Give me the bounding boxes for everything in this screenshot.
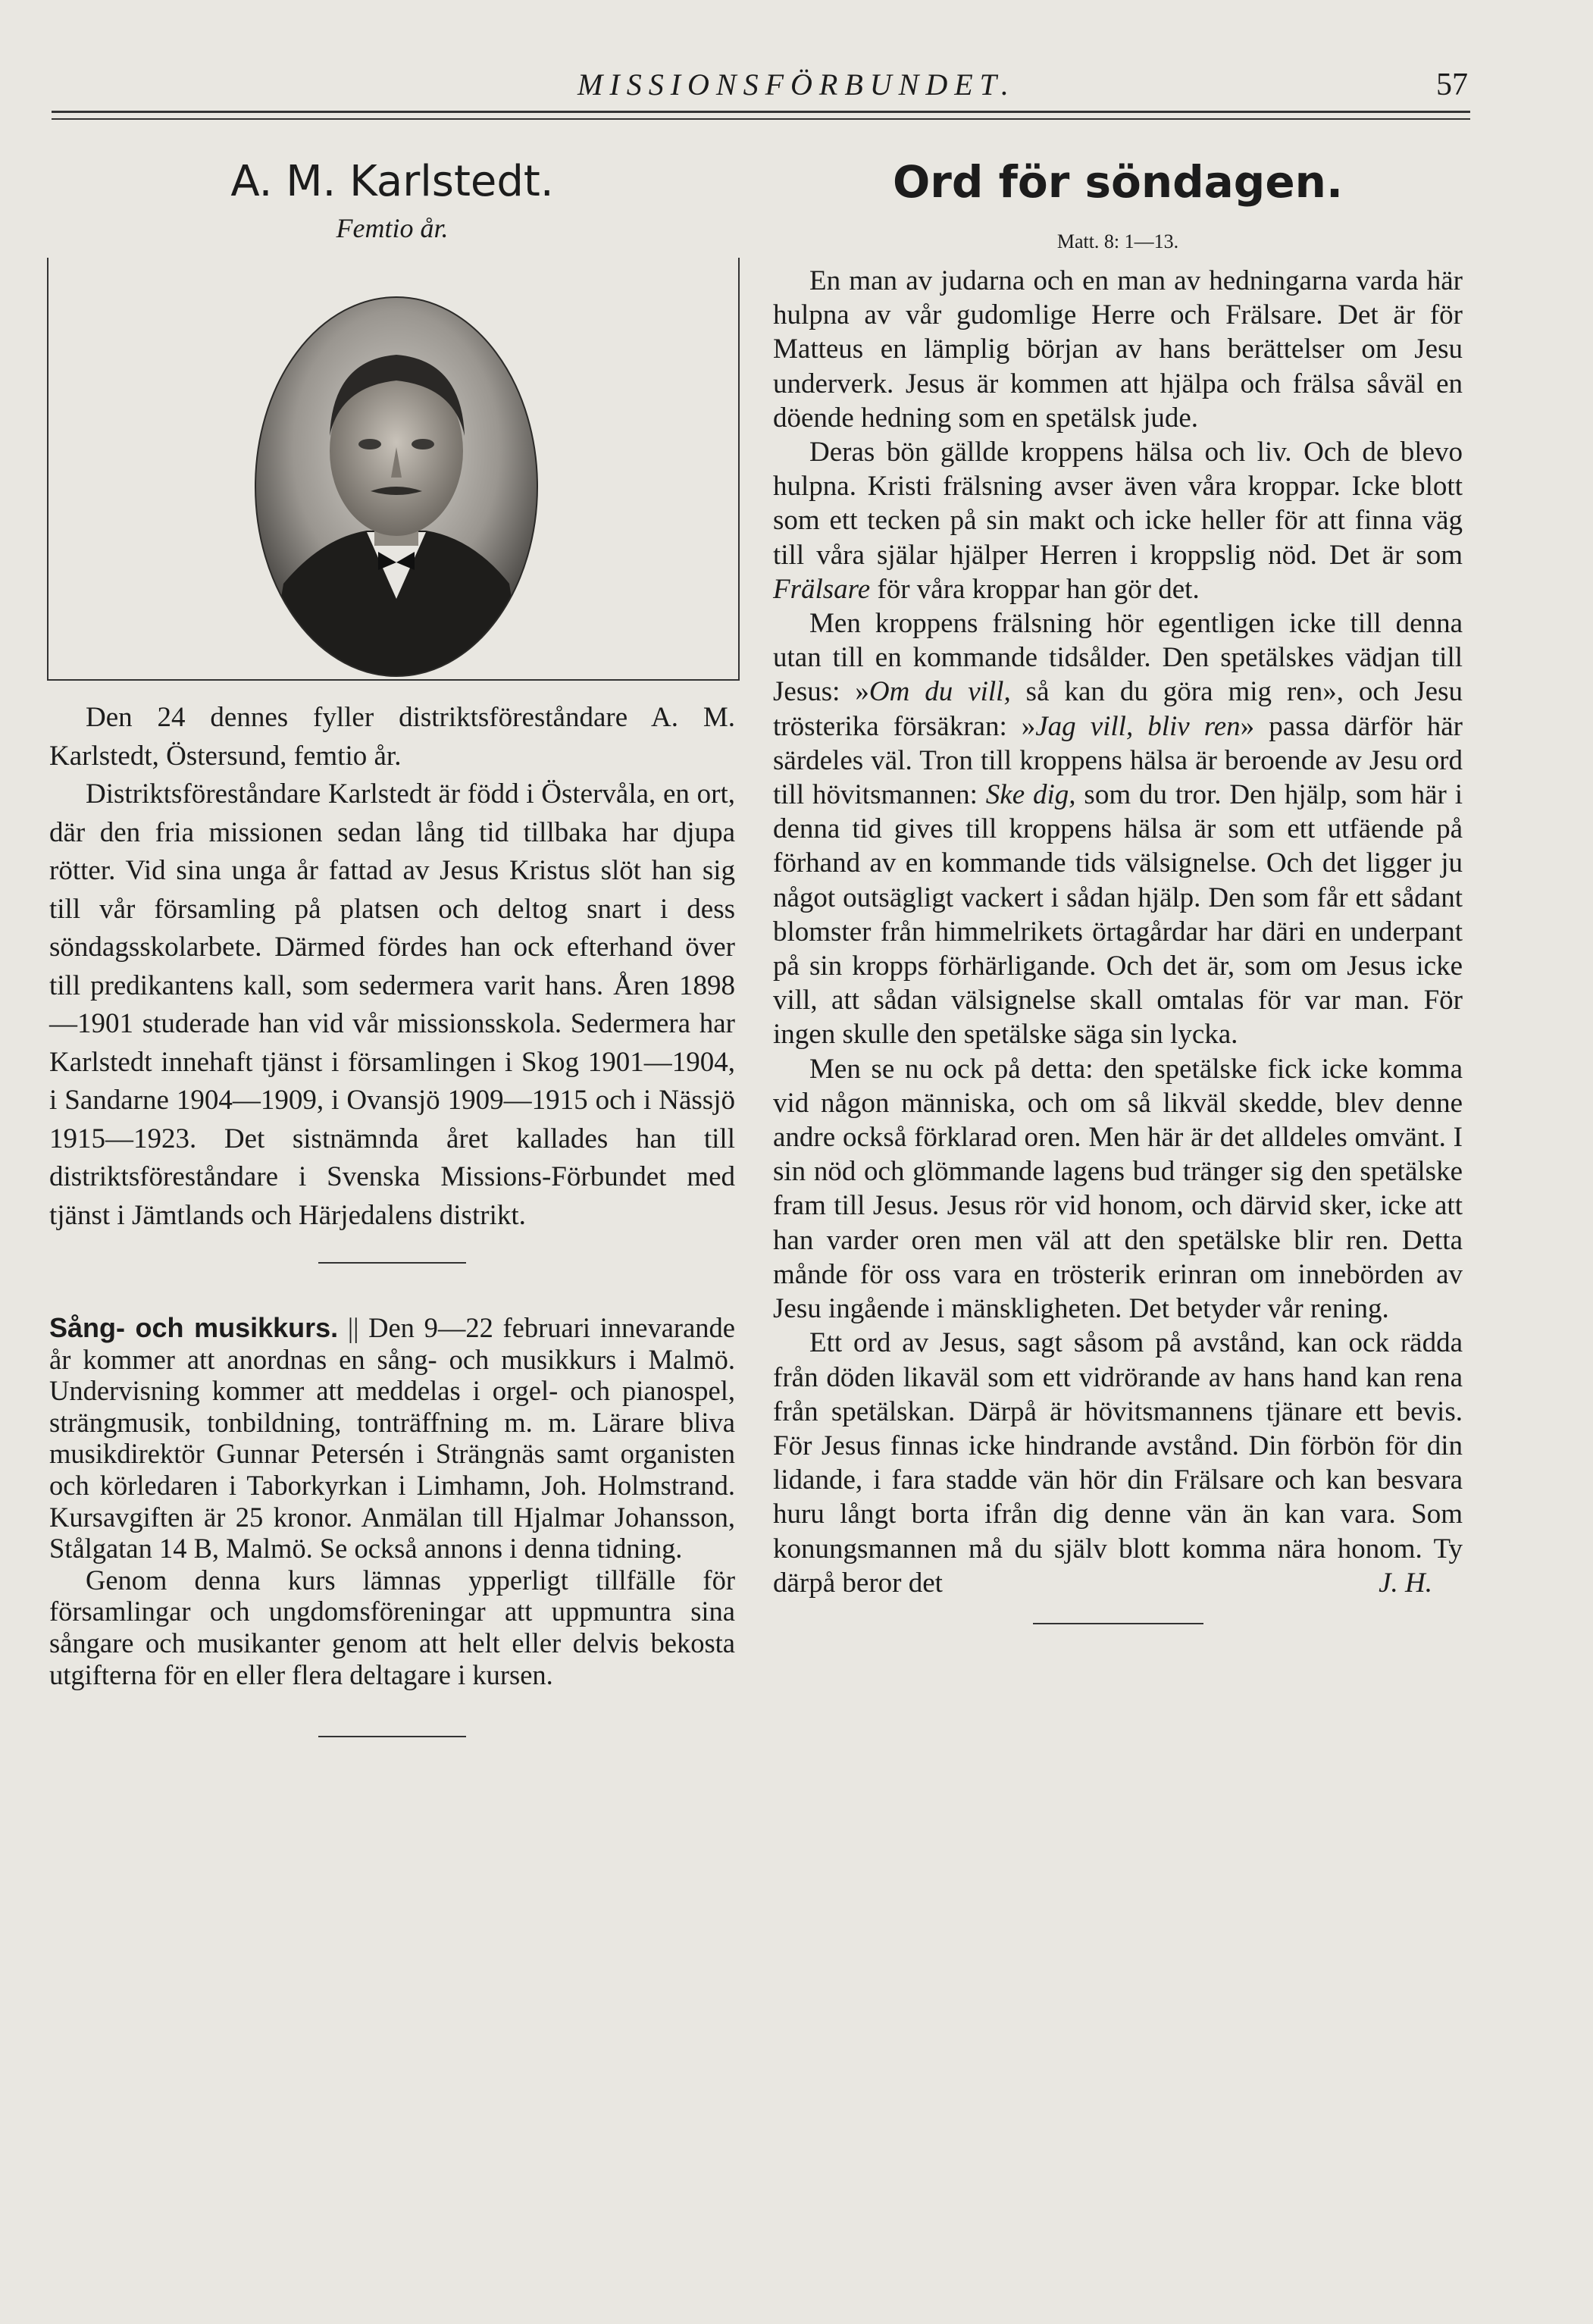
- sermon-paragraph: Deras bön gällde kroppens hälsa och liv. Och de blevo hulpna. Kristi frälsning avser även våra kroppar. Icke blott som ett tecken på sin makt och icke heller för att finna väg till våra själar hjälper Herren i kroppslig nöd. Det är som Frälsare för våra kroppar han gör det.: [773, 437, 1463, 605]
- sermon-paragraph: Men kroppens frälsning hör egentligen icke till denna utan till en kommande tidsålder. Den spetälskes vädjan till Jesus: »Om du vill, så kan du göra mig ren», och Jesu trösterika försäkran: »Jag vill, bliv ren» passa därför här särdeles väl. Tron till kroppens hälsa är beroende av Jesu ord till hövitsmannen: Ske dig, som du tror. Den hjälp, som här i denna tid gives till kroppens hälsa är som ett utfäende på förhand av en kommande tids välsignelse. Och det ligger ju något outsägligt vackert i sådan hjälp. Den som får ett sådant blomster från himmelrikets örtagårdar har däri en underpant på sin kropps förhärligande. Och det är, som om Jesus icke vill, att sådan välsignelse skall omtalas för var man. För ingen skulle den spetälske säga sin lycka.: [773, 608, 1463, 1051]
- portrait-photo: [253, 296, 540, 678]
- author-signature: J. H.: [1379, 1567, 1432, 1599]
- news-text: Den 9—22 februari innevarande år kommer att anordnas en sång- och musikkurs i Malmö. Undervisning kommer att meddelas i orgel- och pianospel, strängmusik, tonbildning, tonträffning m. m. Lärare bliva musikdirektör Gunnar Petersén i Strängnäs samt organisten och körledaren i Taborkyrkan i Limhamn, Joh. Holmstrand. Kursavgiften är 25 kronor. Anmälan till Hjalmar Johansson, Stålgatan 14 B, Malmö. Se också annons i denna tidning.: [49, 1312, 735, 1564]
- news-item: [49, 1312, 735, 1690]
- article-subtitle: Femtio år.: [336, 213, 449, 243]
- sermon-paragraph: Men se nu ock på detta: den spetälske fick icke komma vid någon människa, och om så likväl skedde, blev denne andre också förklarad oren. Men här är det alldeles omvänt. I sin nöd och glömmande lagens bud tränger sig den spetälske fram till Jesus. Jesus rör vid honom, och därvid sker, icke att han varder oren men väl att den spetälske blir ren. Detta månde för oss vara en trösterik erinran om innebörden av Jesu ingående i mänskligheten. Det betyder vår rening.: [773, 1053, 1463, 1325]
- right-column: [773, 156, 1463, 1624]
- page-number: 57: [1436, 67, 1468, 102]
- sermon-body: [773, 264, 1463, 1600]
- header-rule: [52, 111, 1470, 113]
- sermon-paragraph: Ett ord av Jesus, sagt såsom på avstånd, kan ock rädda från döden likaväl som ett vidrörande av hans hand kan rena från spetälskan. Därpå är hövitsmannens tjänare ett bevis. För Jesus finnas icke hindrande avstånd. Din förbön för din lidande, i fara stadde vän hör din Frälsare och kan besvara huru långt borta ifrån dig denne vän än kan vara. Som konungsmannen må du själv blott komma nära honom. Ty därpå beror det J. H.: [773, 1326, 1463, 1600]
- section-divider: [318, 1262, 466, 1264]
- news-separator: ||: [347, 1312, 359, 1343]
- news-heading: Sång- och musikkurs.: [49, 1312, 339, 1343]
- sermon-paragraph: En man av judarna och en man av hedningarna varda här hulpna av vår gudomlige Herre och Frälsare. Det är för Matteus en lämplig början av hans berättelser om Jesu underverk. Jesus är kommen att hjälpa och frälsa såväl en döende hedning som en spetälsk jude.: [773, 265, 1463, 434]
- article-title: A. M. Karlstedt.: [230, 157, 554, 206]
- section-divider: [318, 1736, 466, 1737]
- section-divider: [1033, 1623, 1203, 1624]
- running-header: MISSIONSFÖRBUNDET.: [577, 67, 1016, 102]
- sermon-title: Ord för söndagen.: [893, 156, 1343, 208]
- news-paragraph: Genom denna kurs lämnas ypperligt tillfälle för församlingar och ungdomsföreningar att uppmuntra sina sångare och musikanter genom att helt eller delvis bekosta utgifterna för en eller flera deltagare i kursen.: [49, 1564, 735, 1690]
- left-column: [49, 159, 735, 1737]
- article-body: [49, 699, 735, 1235]
- article-paragraph: Den 24 dennes fyller distriktsföreståndare A. M. Karlstedt, Östersund, femtio år.: [49, 702, 735, 772]
- portrait-frame: [47, 258, 740, 681]
- scripture-reference: Matt. 8: 1—13.: [1056, 230, 1179, 252]
- header-rule-thin: [52, 118, 1470, 120]
- article-paragraph: Distriktsföreståndare Karlstedt är född i Östervåla, en ort, där den fria missionen sedan lång tid tillbaka har djupa rötter. Vid sina unga år fattad av Jesus Kristus slöt han sig till vår församling på platsen och deltog snart i dess söndagsskolarbete. Därmed fördes han ock efterhand över till predikantens kall, som sedermera varit hans. Åren 1898—1901 studerade han vid vår missionsskola. Sedermera har Karlstedt innehaft tjänst i församlingen i Skog 1901—1904, i Sandarne 1904—1909, i Ovansjö 1909—1915 och i Nässjö 1915—1923. Det sistnämnda året kallades han till distriktsföreståndare i Svenska Missions-Förbundet med tjänst i Jämtlands och Härjedalens distrikt.: [49, 778, 735, 1231]
